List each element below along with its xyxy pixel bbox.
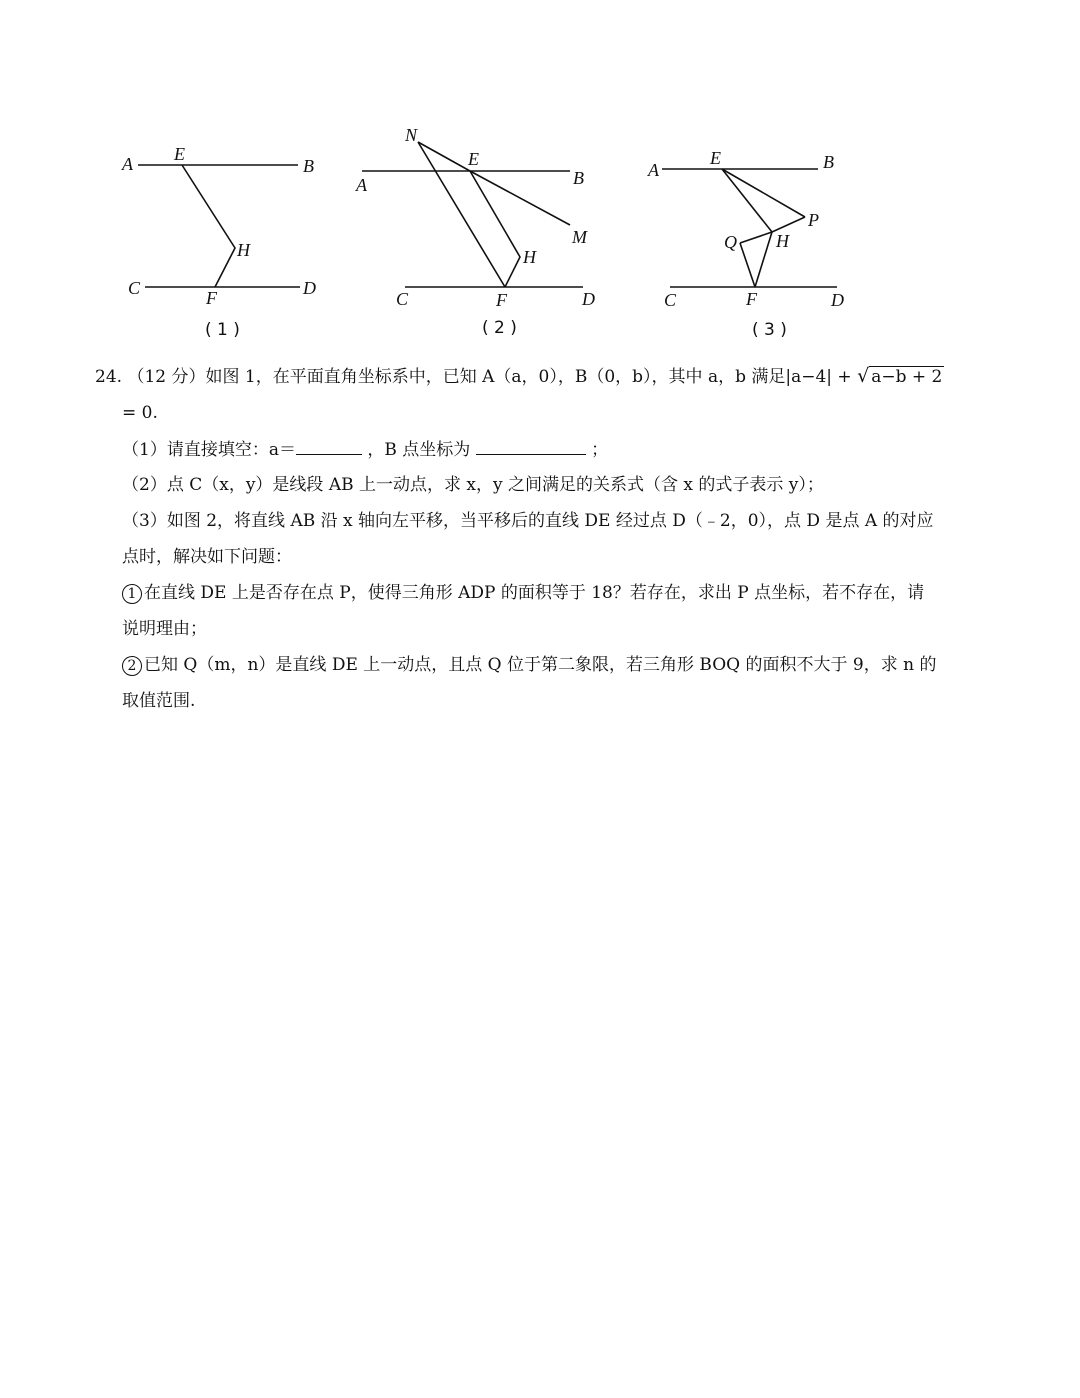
question-intro-line xyxy=(95,365,944,388)
segment-nf xyxy=(418,142,505,287)
answer-blank-a[interactable] xyxy=(296,438,362,455)
label-f: F xyxy=(746,289,757,309)
part-1 xyxy=(122,438,608,461)
label-a: A xyxy=(648,160,659,180)
sub-question-2-line-1 xyxy=(122,654,936,676)
figure-1 xyxy=(110,140,340,345)
label-q: Q xyxy=(724,232,737,252)
part-1-prefix: （1）请直接填空：a＝ xyxy=(122,440,296,460)
label-m: M xyxy=(572,227,587,247)
question-score: （12 分） xyxy=(127,367,206,387)
figure-3 xyxy=(640,140,860,345)
part-3-line-2: 点时，解决如下问题： xyxy=(122,547,292,567)
segment-hf xyxy=(755,232,772,287)
circled-number-2: 2 xyxy=(122,656,142,676)
label-f: F xyxy=(496,290,507,310)
answer-blank-b[interactable] xyxy=(476,438,586,455)
sqrt-sign: √ xyxy=(857,365,870,387)
label-e: E xyxy=(710,148,721,168)
label-n: N xyxy=(405,125,418,145)
segment-ep xyxy=(722,169,805,217)
circled-number-1: 1 xyxy=(122,584,142,604)
label-p: P xyxy=(808,210,819,230)
caption-3: ( 3 ) xyxy=(752,320,787,340)
label-b: B xyxy=(303,156,314,176)
label-d: D xyxy=(831,290,844,310)
part-3-line-1: （3）如图 2，将直线 AB 沿 x 轴向左平移，当平移后的直线 DE 经过点 D（﹣2，0），点 D 是点 A 的对应 xyxy=(122,511,934,531)
figure-2 xyxy=(350,125,610,345)
question-intro-b: A（a，0），B（0，b），其中 a，b 满足|a−4| + xyxy=(482,367,858,387)
sqrt-expression: a−b + 2 xyxy=(871,367,943,387)
segment-ph xyxy=(772,217,805,232)
part-2: （2）点 C（x，y）是线段 AB 上一动点，求 x，y 之间满足的关系式（含 x 的式子表示 y）； xyxy=(122,475,824,495)
label-e: E xyxy=(174,144,185,164)
segment-eh xyxy=(722,169,772,232)
label-d: D xyxy=(582,289,595,309)
part-1-middle: ，B 点坐标为 xyxy=(361,440,476,460)
label-f: F xyxy=(206,288,217,308)
label-b: B xyxy=(573,168,584,188)
segment-qf xyxy=(740,243,755,287)
figure-2-diagram xyxy=(350,125,610,345)
label-a: A xyxy=(122,154,133,174)
caption-2: ( 2 ) xyxy=(482,318,517,338)
label-d: D xyxy=(303,278,316,298)
question-intro-a: 如图 1，在平面直角坐标系中，已知 xyxy=(205,367,483,387)
caption-1: ( 1 ) xyxy=(205,320,240,340)
label-a: A xyxy=(356,175,367,195)
part-1-end: ； xyxy=(585,440,609,460)
segment-hq xyxy=(740,232,772,243)
figure-1-diagram xyxy=(110,140,340,345)
question-number: 24. xyxy=(95,367,123,387)
label-c: C xyxy=(396,289,409,309)
label-h: H xyxy=(776,231,789,251)
sub-question-1-line-2: 说明理由； xyxy=(122,619,207,639)
sub-question-2-text: 已知 Q（m，n）是直线 DE 上一动点，且点 Q 位于第二象限，若三角形 BOQ 的面积不大于 9，求 n 的 xyxy=(144,655,937,675)
label-h: H xyxy=(523,247,536,267)
label-c: C xyxy=(664,290,677,310)
question-intro-end: = 0. xyxy=(122,403,158,423)
label-c: C xyxy=(128,278,141,298)
segment-ehf xyxy=(182,165,235,287)
label-e: E xyxy=(468,149,479,169)
label-h: H xyxy=(237,240,250,260)
sub-question-1-line-1 xyxy=(122,582,924,604)
sub-question-1-text: 在直线 DE 上是否存在点 P，使得三角形 ADP 的面积等于 18？若存在，求出 P 点坐标，若不存在，请 xyxy=(144,583,925,603)
sub-question-2-line-2: 取值范围. xyxy=(122,691,196,711)
figure-3-diagram xyxy=(640,140,860,345)
label-b: B xyxy=(823,152,834,172)
